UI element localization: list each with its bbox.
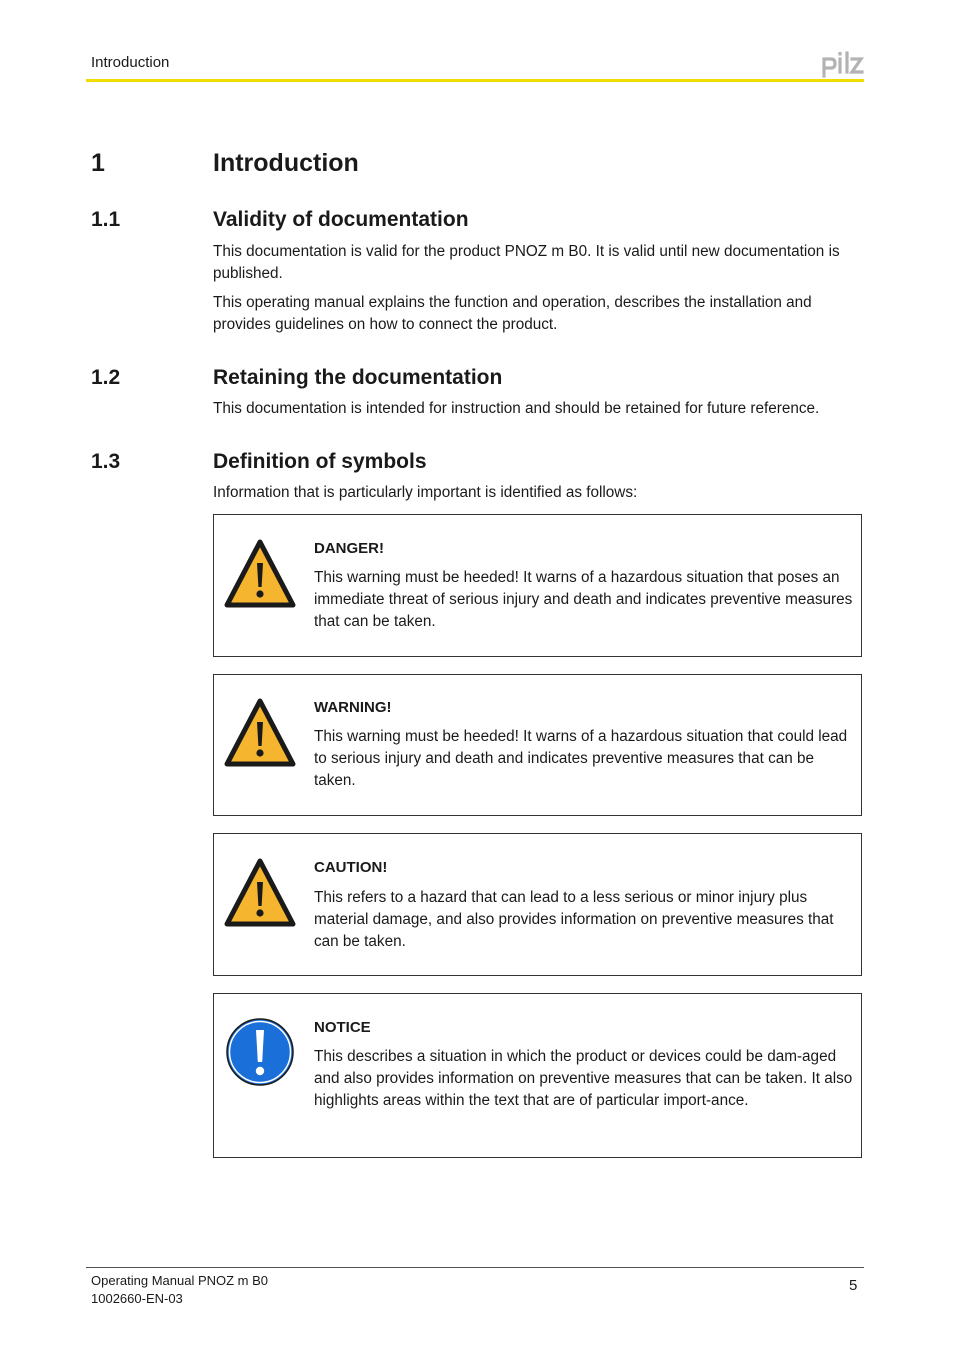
footer-doc-number: 1002660-EN-03 bbox=[91, 1291, 183, 1306]
paragraph: Information that is particularly important is identified as follows: bbox=[213, 484, 638, 501]
section-title: Retaining the documentation bbox=[213, 366, 503, 389]
warning-triangle-icon bbox=[224, 696, 296, 768]
notice-box bbox=[213, 993, 862, 1158]
footer-rule bbox=[86, 1267, 864, 1268]
warning-notice-box bbox=[213, 674, 862, 816]
notice-title: CAUTION! bbox=[314, 859, 388, 876]
header-accent-rule bbox=[86, 79, 864, 82]
chapter-number: 1 bbox=[91, 149, 105, 177]
notice-title: DANGER! bbox=[314, 540, 384, 557]
notice-text: This warning must be heeded! It warns of a hazardous situation that poses an immediate threat of serious injury and death and indicates preventive measures that can be taken. bbox=[314, 569, 853, 630]
notice-title: NOTICE bbox=[314, 1019, 371, 1036]
caution-notice-box bbox=[213, 833, 862, 976]
warning-triangle-icon bbox=[224, 537, 296, 609]
warning-triangle-icon bbox=[224, 856, 296, 928]
section-number: 1.2 bbox=[91, 366, 121, 389]
section-number: 1.3 bbox=[91, 450, 121, 473]
section-title: Validity of documentation bbox=[213, 208, 469, 231]
info-exclamation-circle-icon bbox=[224, 1016, 296, 1088]
notice-text: This describes a situation in which the product or devices could be dam-aged and also provides information on preventive measures that can be taken. It also highlights areas within the text that are of particular import-ance. bbox=[314, 1048, 853, 1109]
notice-text: This refers to a hazard that can lead to a less serious or minor injury plus material damage, and also provides information on preventive measures that can be taken. bbox=[314, 889, 834, 950]
danger-notice-box bbox=[213, 514, 862, 657]
paragraph: This operating manual explains the function and operation, describes the installation and provides guidelines on how to connect the product. bbox=[213, 294, 812, 333]
section-number: 1.1 bbox=[91, 208, 121, 231]
footer-manual-title: Operating Manual PNOZ m B0 bbox=[91, 1273, 269, 1288]
notice-title: WARNING! bbox=[314, 699, 392, 716]
running-header-label: Introduction bbox=[91, 54, 170, 71]
notice-text: This warning must be heeded! It warns of a hazardous situation that could lead to serious injury and death and indicates preventive measures that can be taken. bbox=[314, 728, 848, 789]
paragraph: This documentation is valid for the product PNOZ m B0. It is valid until new documentation is published. bbox=[213, 243, 840, 282]
paragraph: This documentation is intended for instruction and should be retained for future reference. bbox=[213, 400, 820, 417]
chapter-title: Introduction bbox=[213, 149, 359, 177]
page-number: 5 bbox=[849, 1277, 858, 1294]
section-title: Definition of symbols bbox=[213, 450, 427, 473]
pilz-logo bbox=[820, 50, 864, 78]
